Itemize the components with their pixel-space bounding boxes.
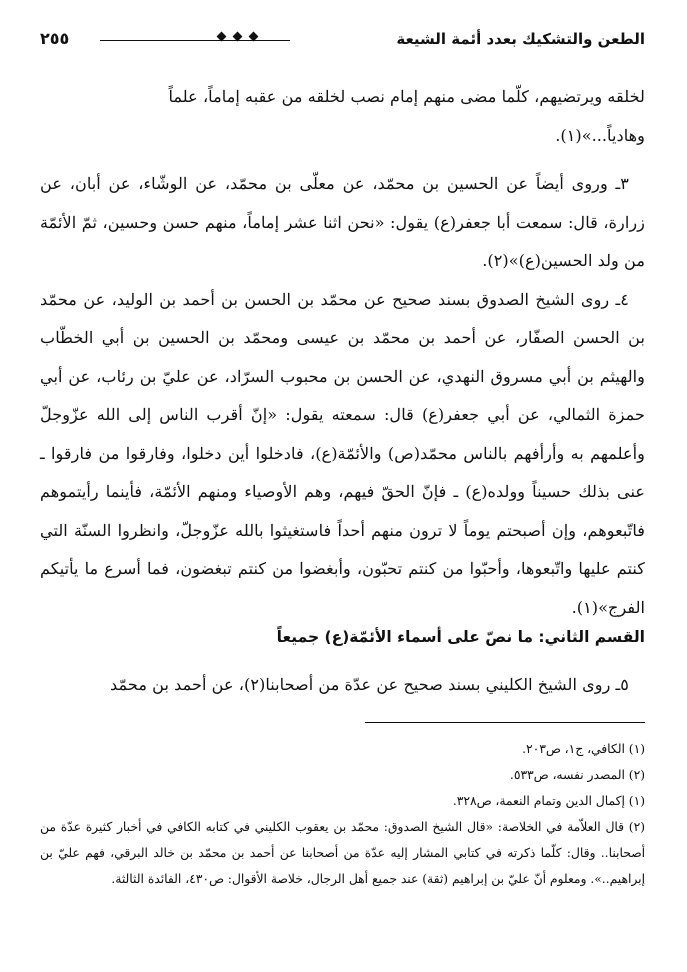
footnote-2: (٢) المصدر نفسه، ص٥٣٣. [509, 768, 645, 782]
page-number: ٢٥٥ [40, 29, 70, 48]
paragraph-3: ٣ـ وروى أيضاً عن الحسين بن محمّد، عن معلّى بن محمّد، عن الوشّاء، عن أبان، عن زرارة، قال: سمعت أبا جعفر(ع) يقول: «نحن اثنا عشر إماماً، منهم حسن وحسين، ثمّ الأئمّة من ولد الحسين(ع)»(٢). [40, 174, 645, 270]
diamond-ornament-icon [217, 32, 227, 42]
header-rule [100, 40, 290, 41]
page-header [40, 28, 645, 54]
footnotes [40, 736, 645, 892]
running-title: الطعن والتشكيك بعدد أئمة الشيعة [396, 30, 645, 48]
diamond-ornament-icon [233, 32, 243, 42]
header-ornament [218, 33, 257, 40]
footnote-4: (٢) قال العلاّمة في الخلاصة: «قال الشيخ الصدوق: محمّد بن يعقوب الكليني في كتابه الكافي في أخبار كثيرة عدّة من أصحابنا.. وقال: كلّما ذكرته في كتابي المشار إليه عدّة من أصحابنا عن أحمد بن محمّد بن خالد البرقي، فهم عليّ بن إبراهيم..». ومعلوم أنّ عليّ بن إبراهيم (ثقة) عند جميع أهل الرجال، خلاصة الأقوال: ص٤٣٠، الفائدة الثالثة. [40, 820, 645, 886]
footnote-3: (١) إكمال الدين وتمام النعمة، ص٣٢٨. [452, 794, 645, 808]
footnote-separator [365, 722, 645, 723]
paragraph-5: ٥ـ روى الشيخ الكليني بسند صحيح عن عدّة من أصحابنا(٢)، عن أحمد بن محمّد [110, 675, 629, 694]
paragraph-continuation-line2: وهادياً...»(١). [555, 125, 645, 145]
footnote-1: (١) الكافي، ج١، ص٢٠٣. [522, 742, 645, 756]
main-text [40, 78, 645, 627]
diamond-ornament-icon [249, 32, 259, 42]
section-heading: القسم الثاني: ما نصّ على أسماء الأئمّة(ع) جميعاً [276, 628, 645, 646]
paragraph-4: ٤ـ روى الشيخ الصدوق بسند صحيح عن محمّد بن الحسن بن أحمد بن الوليد، عن محمّد بن الحسن الصفّار، عن أحمد بن محمّد بن عيسى ومحمّد بن الحسين بن أبي الخطّاب والهيثم بن أبي مسروق النهدي، عن الحسن بن محبوب السرّاد، عن عليّ بن رئاب، عن أبي حمزة الثمالي، عن أبي جعفر(ع) قال: سمعته يقول: «إنّ أقرب الناس إلى الله عزّوجلّ وأعلمهم به وأرأفهم بالناس محمّد(ص) والأئمّة(ع)، فادخلوا أين دخلوا، وفارقوا من فارقوا ـ عنى بذلك حسيناً وولده(ع) ـ فإنّ الحقّ فيهم، وهم الأوصياء ومنهم الأئمّة، فأينما رأيتموهم فاتّبعوهم، وإن أصبحتم يوماً لا ترون منهم أحداً فاستغيثوا بالله عزّوجلّ، وانظروا السنّة التي كنتم عليها واتّبعوها، وأحبّوا من كنتم تحبّون، وأبغضوا من كنتم تبغضون، فما أسرع ما يأتيكم الفرج»(١). [40, 289, 645, 617]
paragraph-continuation-line1: لخلقه ويرتضيهم، كلّما مضى منهم إمام نصب لخلقه من عقبه إماماً، علماً [168, 87, 645, 106]
